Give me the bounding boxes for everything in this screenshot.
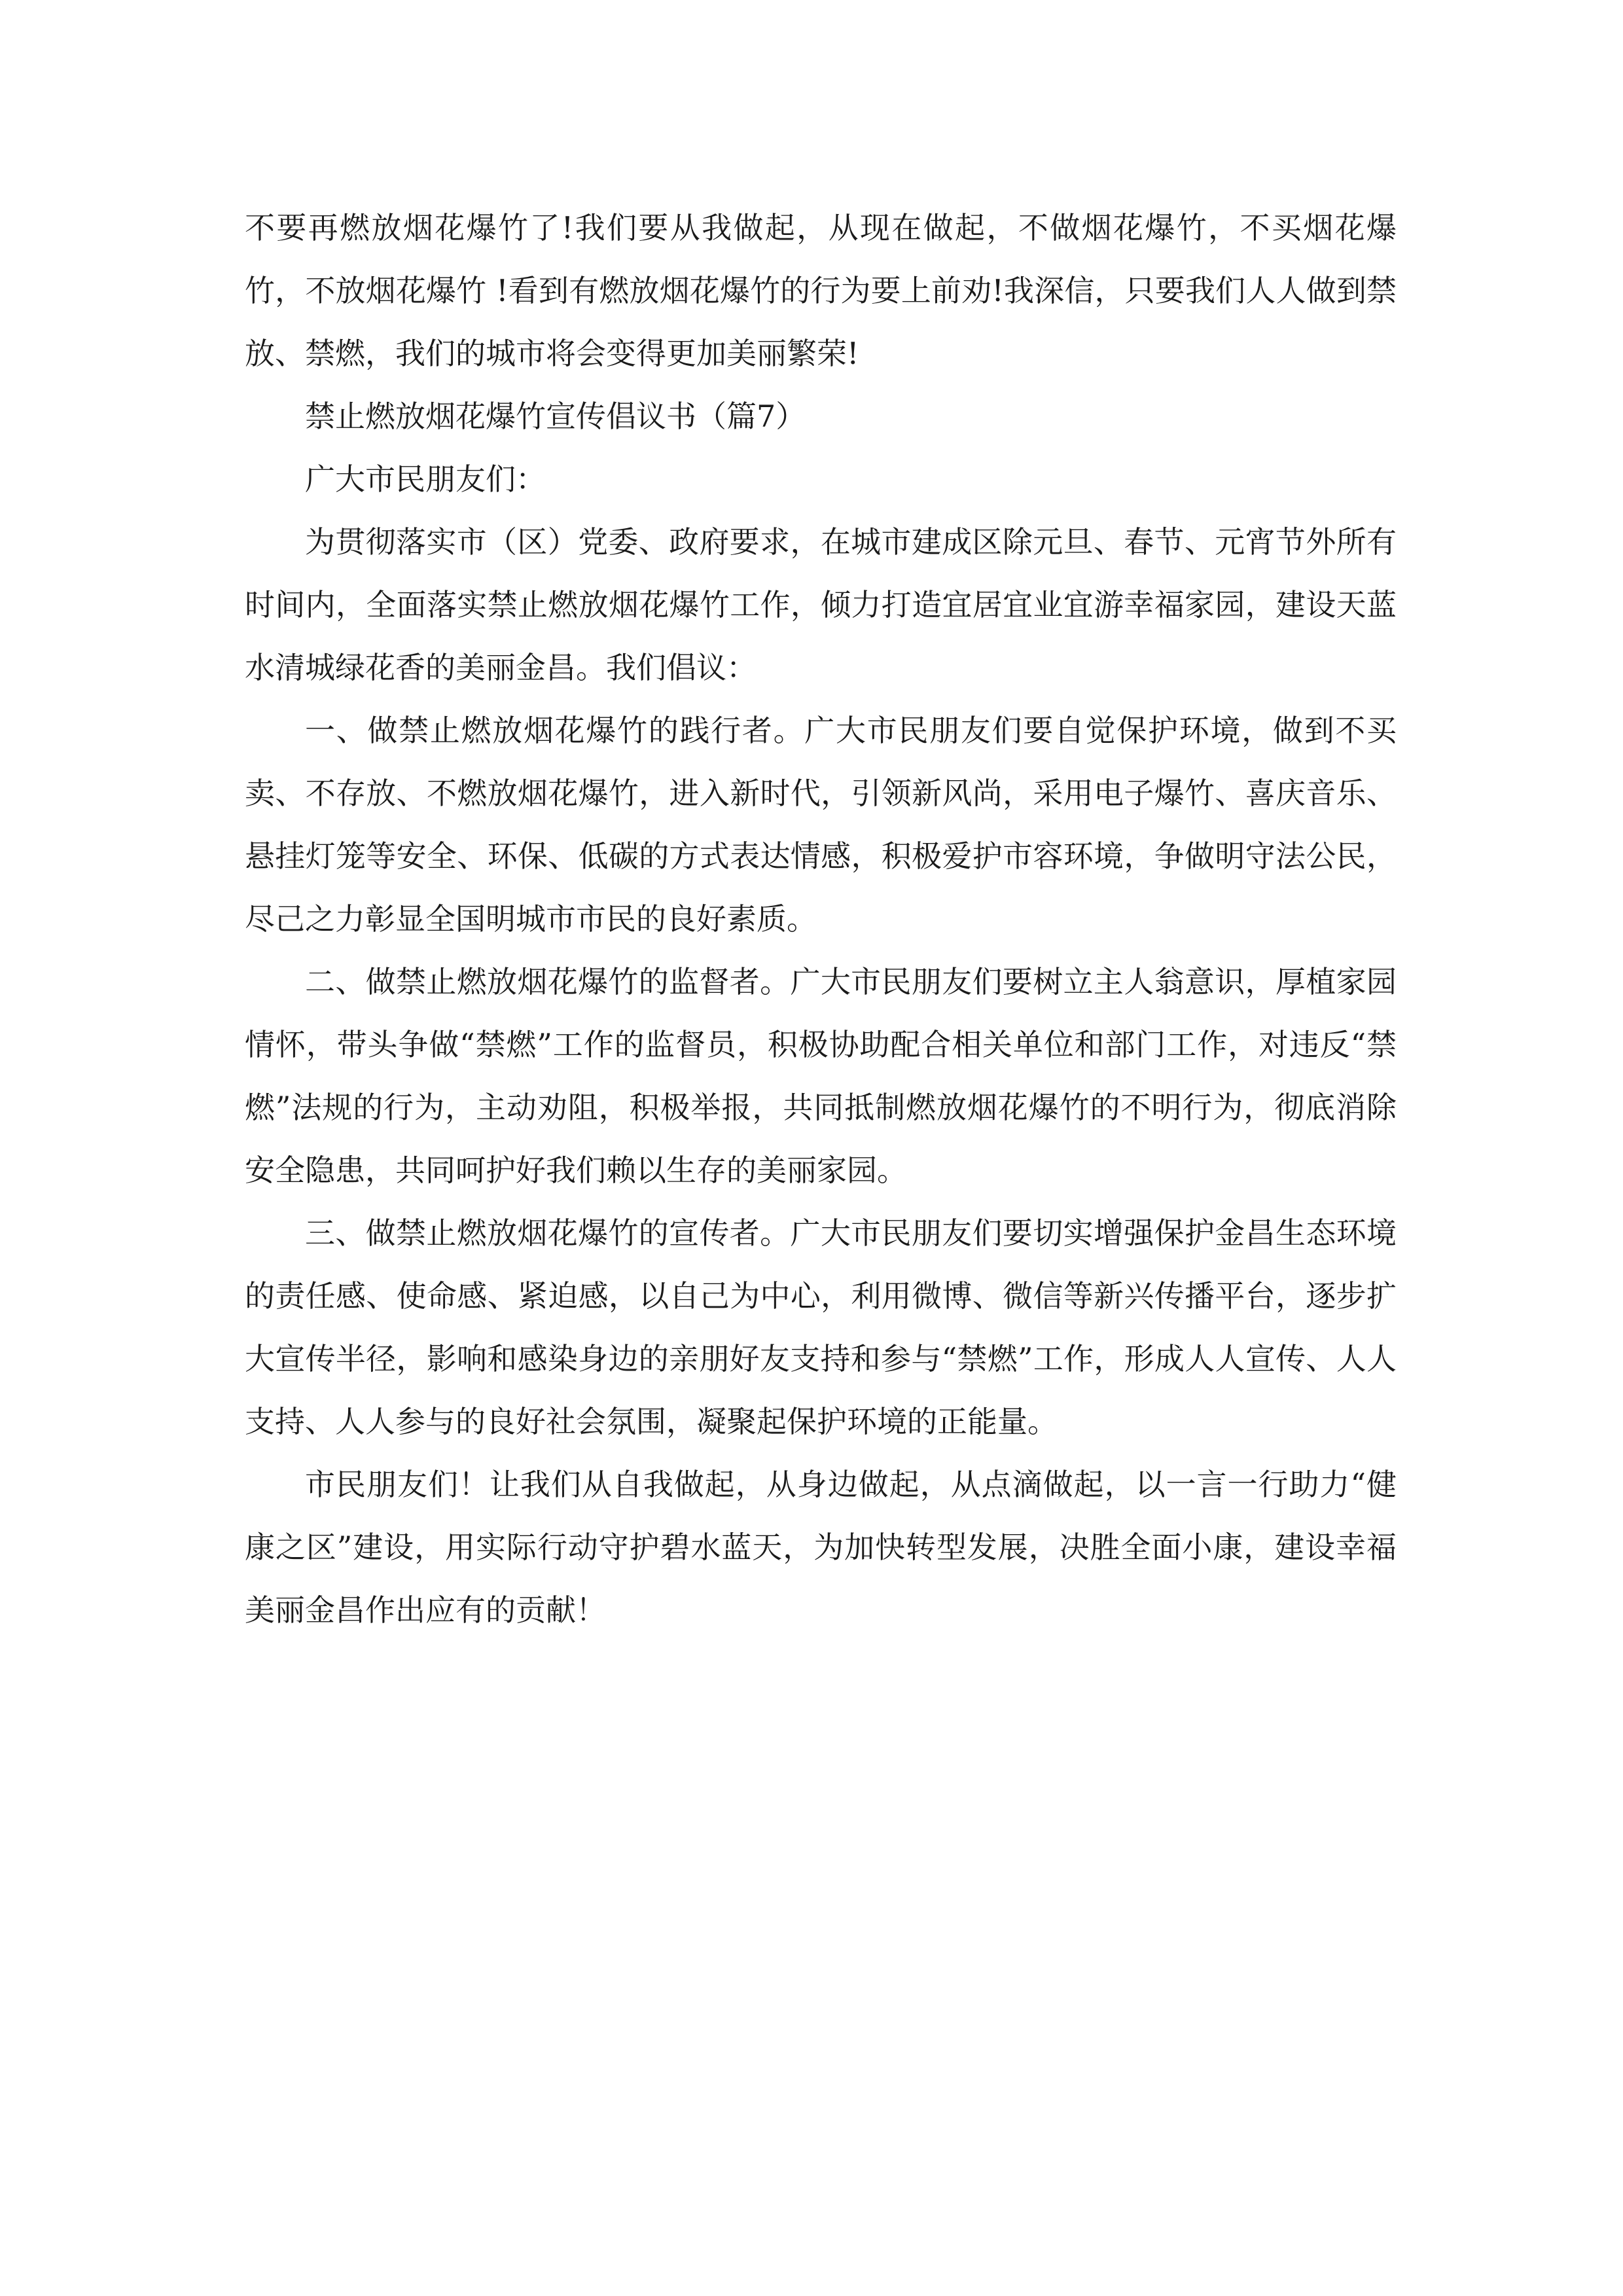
paragraph-intro: 为贯彻落实市（区）党委、政府要求，在城市建成区除元旦、春节、元宵节外所有时间内，全面落实禁止燃放烟花爆竹工作，倾力打造宜居宜业宜游幸福家园，建设天蓝水清城绿花香的美丽金昌。我们倡议： [245,524,1397,685]
paragraph-point-three: 三、做禁止燃放烟花爆竹的宣传者。广大市民朋友们要切实增强保护金昌生态环境的责任感、使命感、紧迫感，以自己为中心，利用微博、微信等新兴传播平台，逐步扩大宣传半径，影响和感染身边的亲朋好友支持和参与“禁燃”工作，形成人人宣传、人人支持、人人参与的良好社会氛围，凝聚起保护环境的正能量。 [245,1215,1397,1439]
paragraph-point-two: 二、做禁止燃放烟花爆竹的监督者。广大市民朋友们要树立主人翁意识，厚植家园情怀，带头争做“禁燃”工作的监督员，积极协助配合相关单位和部门工作，对违反“禁燃”法规的行为，主动劝阻，积极举报，共同抵制燃放烟花爆竹的不明行为，彻底消除安全隐患，共同呵护好我们赖以生存的美丽家园。 [245,964,1397,1188]
section-title: 禁止燃放烟花爆竹宣传倡议书（篇7） [305,399,806,434]
salutation: 广大市民朋友们： [305,461,546,497]
paragraph-point-one: 一、做禁止燃放烟花爆竹的践行者。广大市民朋友们要自觉保护环境，做到不买卖、不存放、不燃放烟花爆竹，进入新时代，引领新风尚，采用电子爆竹、喜庆音乐、悬挂灯笼等安全、环保、低碳的方式表达情感，积极爱护市容环境，争做明守法公民，尽己之力彰显全国明城市市民的良好素质。 [245,713,1397,937]
paragraph-continuation: 不要再燃放烟花爆竹了!我们要从我做起，从现在做起，不做烟花爆竹，不买烟花爆竹，不放烟花爆竹 !看到有燃放烟花爆竹的行为要上前劝!我深信，只要我们人人做到禁放、禁燃，我们的城市将会变得更加美丽繁荣! [245,210,1397,371]
document-body [245,196,1397,1641]
paragraph-closing: 市民朋友们！让我们从自我做起，从身边做起，从点滴做起，以一言一行助力“健康之区”建设，用实际行动守护碧水蓝天，为加快转型发展，决胜全面小康，建设幸福美丽金昌作出应有的贡献！ [245,1467,1397,1628]
